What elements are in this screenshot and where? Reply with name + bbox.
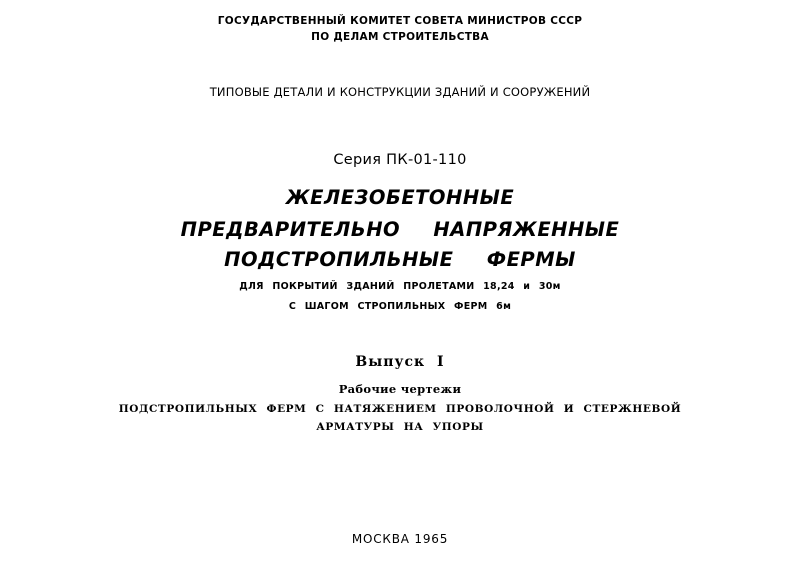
subtitle-line-1: ДЛЯ ПОКРЫТИЙ ЗДАНИЙ ПРОЛЕТАМИ 18,24 и 30м <box>239 281 561 292</box>
typical-details-heading: ТИПОВЫЕ ДЕТАЛИ И КОНСТРУКЦИИ ЗДАНИЙ И СООРУЖЕНИЙ <box>209 85 591 99</box>
title-line-2: ПРЕДВАРИТЕЛЬНО НАПРЯЖЕННЫЕ <box>180 218 620 241</box>
issue-number: Выпуск I <box>355 354 445 370</box>
working-drawings-label: Рабочие чертежи <box>338 382 462 396</box>
series-number: Серия ПК-01-110 <box>333 152 467 168</box>
committee-line-1: ГОСУДАРСТВЕННЫЙ КОМИТЕТ СОВЕТА МИНИСТРОВ СССР <box>217 15 583 27</box>
committee-line-2: ПО ДЕЛАМ СТРОИТЕЛЬСТВА <box>311 31 489 43</box>
title-line-1: ЖЕЛЕЗОБЕТОННЫЕ <box>285 186 515 209</box>
description-line-2: АРМАТУРЫ НА УПОРЫ <box>316 421 484 433</box>
subtitle-line-2: С ШАГОМ СТРОПИЛЬНЫХ ФЕРМ 6м <box>288 301 512 312</box>
imprint-city-year: МОСКВА 1965 <box>351 532 449 546</box>
title-line-3: ПОДСТРОПИЛЬНЫЕ ФЕРМЫ <box>224 248 576 271</box>
description-line-1: ПОДСТРОПИЛЬНЫХ ФЕРМ С НАТЯЖЕНИЕМ ПРОВОЛОЧНОЙ И СТЕРЖНЕВОЙ <box>118 403 682 415</box>
